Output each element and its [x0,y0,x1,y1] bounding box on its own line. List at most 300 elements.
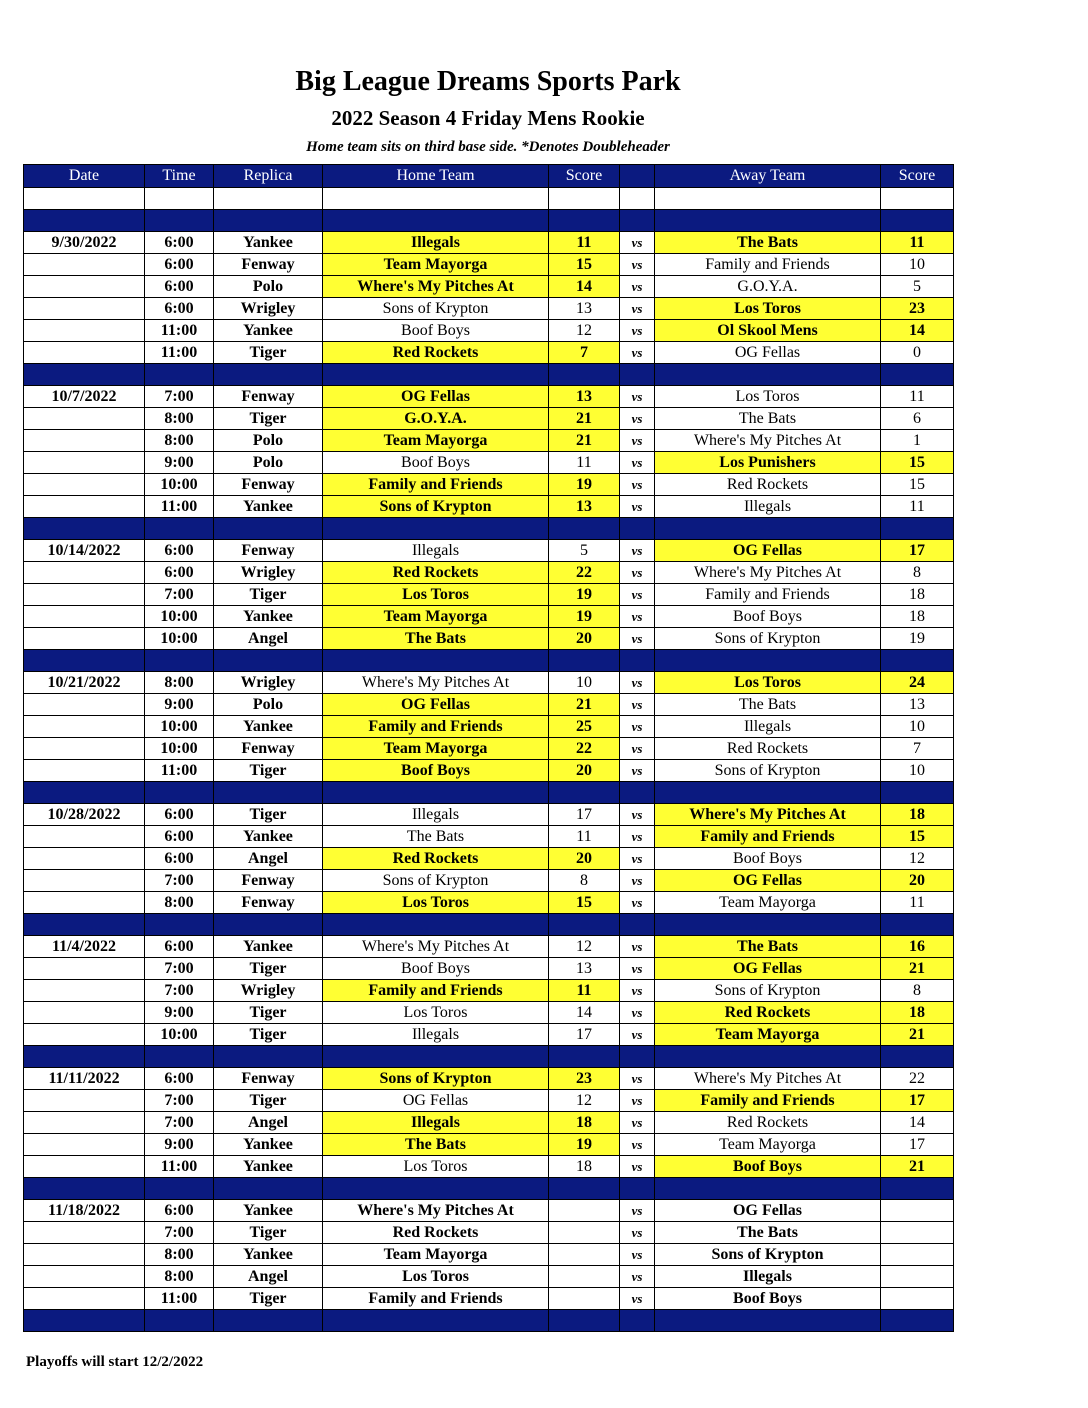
away-score: 24 [881,672,954,694]
away-score: 14 [881,1112,954,1134]
home-score: 11 [549,826,620,848]
game-field: Fenway [214,386,323,408]
empty-cell [881,914,954,936]
empty-cell [323,518,549,540]
game-row [24,694,954,716]
home-score: 14 [549,1002,620,1024]
empty-cell [24,210,145,232]
game-row [24,1002,954,1024]
game-date [24,474,145,496]
empty-cell [214,210,323,232]
home-team: Boof Boys [323,760,549,782]
game-time: 7:00 [145,386,214,408]
game-field: Yankee [214,232,323,254]
empty-cell [145,364,214,386]
home-score: 7 [549,342,620,364]
game-time: 7:00 [145,1112,214,1134]
away-team: Los Toros [655,298,881,320]
game-field: Fenway [214,870,323,892]
away-team: The Bats [655,232,881,254]
game-date [24,694,145,716]
away-team: Los Toros [655,672,881,694]
vs-label: vs [620,298,655,320]
game-time: 6:00 [145,826,214,848]
empty-cell [214,782,323,804]
game-date: 10/7/2022 [24,386,145,408]
empty-cell [145,1310,214,1332]
game-time: 8:00 [145,1266,214,1288]
game-row [24,474,954,496]
game-time: 7:00 [145,1090,214,1112]
empty-cell [24,1178,145,1200]
game-date [24,408,145,430]
home-score: 22 [549,738,620,760]
game-row [24,1068,954,1090]
home-team: The Bats [323,628,549,650]
game-field: Fenway [214,1068,323,1090]
game-time: 10:00 [145,716,214,738]
game-time: 11:00 [145,342,214,364]
game-row [24,254,954,276]
empty-cell [323,1046,549,1068]
empty-cell [655,1310,881,1332]
home-team: Where's My Pitches At [323,672,549,694]
game-row [24,1200,954,1222]
vs-label: vs [620,342,655,364]
home-team: G.O.Y.A. [323,408,549,430]
game-row [24,1244,954,1266]
home-score [549,1244,620,1266]
game-field: Tiger [214,342,323,364]
game-time: 6:00 [145,562,214,584]
game-time: 6:00 [145,804,214,826]
empty-cell [145,914,214,936]
blank-row [24,188,954,210]
away-team: Sons of Krypton [655,980,881,1002]
game-date [24,760,145,782]
game-time: 7:00 [145,1222,214,1244]
home-score: 15 [549,254,620,276]
game-time: 8:00 [145,672,214,694]
away-team: The Bats [655,408,881,430]
game-row [24,584,954,606]
vs-label: vs [620,628,655,650]
empty-cell [620,1310,655,1332]
game-row [24,958,954,980]
empty-cell [881,364,954,386]
vs-label: vs [620,606,655,628]
away-team: Illegals [655,716,881,738]
vs-label: vs [620,826,655,848]
empty-cell [655,518,881,540]
away-score: 14 [881,320,954,342]
away-team: Boof Boys [655,606,881,628]
empty-cell [549,188,620,210]
week-separator [24,1178,954,1200]
away-score: 18 [881,606,954,628]
away-team: Where's My Pitches At [655,430,881,452]
game-field: Fenway [214,540,323,562]
vs-label: vs [620,848,655,870]
away-score: 19 [881,628,954,650]
home-score: 13 [549,386,620,408]
game-field: Yankee [214,936,323,958]
home-score: 12 [549,320,620,342]
home-team: OG Fellas [323,1090,549,1112]
game-date [24,826,145,848]
game-date [24,1112,145,1134]
empty-cell [620,518,655,540]
home-score: 21 [549,430,620,452]
home-team: Team Mayorga [323,738,549,760]
vs-label: vs [620,716,655,738]
empty-cell [620,364,655,386]
game-date [24,584,145,606]
away-score: 11 [881,496,954,518]
week-separator [24,518,954,540]
game-row [24,232,954,254]
home-score: 20 [549,628,620,650]
vs-label: vs [620,892,655,914]
empty-cell [549,210,620,232]
vs-label: vs [620,1024,655,1046]
game-field: Yankee [214,606,323,628]
schedule-note: Home team sits on third base side. *Denotes Doubleheader [306,139,670,155]
game-row [24,276,954,298]
empty-cell [549,1046,620,1068]
game-date [24,496,145,518]
empty-cell [145,1178,214,1200]
away-score: 8 [881,562,954,584]
vs-label: vs [620,870,655,892]
col-time: Time [145,165,214,188]
home-score: 10 [549,672,620,694]
game-row [24,1288,954,1310]
empty-cell [24,914,145,936]
vs-label: vs [620,386,655,408]
week-separator [24,914,954,936]
away-team: OG Fellas [655,958,881,980]
game-date [24,958,145,980]
home-team: Sons of Krypton [323,298,549,320]
game-date: 11/11/2022 [24,1068,145,1090]
game-date: 9/30/2022 [24,232,145,254]
empty-cell [881,782,954,804]
vs-label: vs [620,980,655,1002]
game-field: Tiger [214,584,323,606]
game-field: Wrigley [214,298,323,320]
game-field: Fenway [214,892,323,914]
home-team: Illegals [323,1024,549,1046]
game-date [24,320,145,342]
empty-cell [881,650,954,672]
empty-cell [655,210,881,232]
away-score: 16 [881,936,954,958]
game-field: Tiger [214,1222,323,1244]
game-time: 11:00 [145,320,214,342]
away-score: 7 [881,738,954,760]
home-score: 12 [549,1090,620,1112]
game-date [24,1134,145,1156]
game-date [24,1090,145,1112]
vs-label: vs [620,584,655,606]
game-date [24,1244,145,1266]
away-score: 17 [881,1090,954,1112]
game-date [24,430,145,452]
empty-cell [549,1310,620,1332]
home-team: Sons of Krypton [323,1068,549,1090]
game-time: 9:00 [145,694,214,716]
vs-label: vs [620,276,655,298]
game-field: Fenway [214,474,323,496]
home-team: Los Toros [323,1266,549,1288]
empty-cell [145,518,214,540]
game-date: 10/28/2022 [24,804,145,826]
home-team: Red Rockets [323,562,549,584]
away-team: OG Fellas [655,540,881,562]
empty-cell [549,782,620,804]
away-team: Boof Boys [655,1288,881,1310]
home-score: 18 [549,1112,620,1134]
empty-cell [24,1310,145,1332]
home-score: 8 [549,870,620,892]
empty-cell [881,518,954,540]
game-field: Tiger [214,1090,323,1112]
home-team: Sons of Krypton [323,870,549,892]
away-team: Team Mayorga [655,892,881,914]
game-time: 8:00 [145,1244,214,1266]
vs-label: vs [620,1134,655,1156]
empty-cell [323,188,549,210]
week-separator [24,1046,954,1068]
home-score: 25 [549,716,620,738]
empty-cell [323,782,549,804]
away-team: Red Rockets [655,1002,881,1024]
empty-cell [655,1178,881,1200]
home-team: Los Toros [323,1156,549,1178]
game-row [24,430,954,452]
vs-label: vs [620,1112,655,1134]
home-score: 18 [549,1156,620,1178]
game-field: Yankee [214,1244,323,1266]
away-score: 11 [881,892,954,914]
home-team: Family and Friends [323,1288,549,1310]
home-score: 19 [549,474,620,496]
game-time: 7:00 [145,958,214,980]
vs-label: vs [620,540,655,562]
home-score [549,1288,620,1310]
game-time: 6:00 [145,936,214,958]
home-score: 21 [549,694,620,716]
away-team: Boof Boys [655,848,881,870]
home-team: Illegals [323,232,549,254]
away-team: Sons of Krypton [655,628,881,650]
playoffs-note: Playoffs will start 12/2/2022 [26,1354,204,1370]
vs-label: vs [620,1288,655,1310]
game-row [24,606,954,628]
game-time: 6:00 [145,848,214,870]
away-score: 13 [881,694,954,716]
game-date: 11/18/2022 [24,1200,145,1222]
vs-label: vs [620,958,655,980]
game-row [24,298,954,320]
vs-label: vs [620,1068,655,1090]
vs-label: vs [620,672,655,694]
empty-cell [214,1178,323,1200]
game-row [24,716,954,738]
game-row [24,826,954,848]
vs-label: vs [620,474,655,496]
home-score: 15 [549,892,620,914]
vs-label: vs [620,562,655,584]
away-team: Family and Friends [655,584,881,606]
home-team: The Bats [323,826,549,848]
game-date [24,606,145,628]
home-score [549,1200,620,1222]
away-team: Family and Friends [655,1090,881,1112]
game-field: Yankee [214,826,323,848]
away-team: Los Toros [655,386,881,408]
game-field: Angel [214,848,323,870]
game-date [24,848,145,870]
vs-label: vs [620,408,655,430]
home-score: 19 [549,584,620,606]
week-separator [24,210,954,232]
empty-cell [655,914,881,936]
empty-cell [620,1046,655,1068]
empty-cell [323,210,549,232]
empty-cell [145,782,214,804]
empty-cell [881,1310,954,1332]
game-time: 10:00 [145,606,214,628]
empty-cell [620,210,655,232]
away-team: OG Fellas [655,342,881,364]
game-field: Yankee [214,1134,323,1156]
empty-cell [549,518,620,540]
week-separator [24,782,954,804]
game-time: 8:00 [145,408,214,430]
away-team: The Bats [655,936,881,958]
game-row [24,540,954,562]
game-field: Tiger [214,1288,323,1310]
empty-cell [145,1046,214,1068]
game-time: 9:00 [145,1002,214,1024]
game-row [24,452,954,474]
home-team: OG Fellas [323,386,549,408]
game-row [24,1222,954,1244]
home-team: Red Rockets [323,342,549,364]
game-date [24,716,145,738]
game-time: 6:00 [145,232,214,254]
vs-label: vs [620,496,655,518]
home-score: 22 [549,562,620,584]
away-score: 1 [881,430,954,452]
game-date: 10/21/2022 [24,672,145,694]
away-score: 17 [881,1134,954,1156]
game-field: Yankee [214,1200,323,1222]
game-date [24,1024,145,1046]
home-score: 13 [549,958,620,980]
vs-label: vs [620,1244,655,1266]
away-score: 15 [881,474,954,496]
game-time: 10:00 [145,738,214,760]
game-date [24,452,145,474]
home-score: 13 [549,496,620,518]
game-date [24,342,145,364]
home-score: 11 [549,980,620,1002]
game-row [24,386,954,408]
vs-label: vs [620,1200,655,1222]
game-date [24,562,145,584]
week-separator [24,364,954,386]
away-score: 6 [881,408,954,430]
away-score: 12 [881,848,954,870]
game-field: Wrigley [214,672,323,694]
empty-cell [620,1178,655,1200]
empty-cell [549,914,620,936]
game-field: Wrigley [214,562,323,584]
home-score: 23 [549,1068,620,1090]
home-score: 17 [549,1024,620,1046]
home-team: Illegals [323,540,549,562]
away-score: 18 [881,584,954,606]
empty-cell [620,782,655,804]
away-team: Red Rockets [655,474,881,496]
game-time: 10:00 [145,1024,214,1046]
home-team: Boof Boys [323,958,549,980]
game-row [24,1266,954,1288]
vs-label: vs [620,1090,655,1112]
empty-cell [323,650,549,672]
empty-cell [214,188,323,210]
home-team: Team Mayorga [323,606,549,628]
home-team: Where's My Pitches At [323,276,549,298]
game-row [24,1134,954,1156]
empty-cell [881,1046,954,1068]
game-row [24,738,954,760]
game-row [24,320,954,342]
game-field: Yankee [214,716,323,738]
empty-cell [214,914,323,936]
vs-label: vs [620,738,655,760]
game-time: 10:00 [145,628,214,650]
game-time: 11:00 [145,1288,214,1310]
game-row [24,1112,954,1134]
game-time: 8:00 [145,430,214,452]
game-time: 7:00 [145,870,214,892]
away-team: Red Rockets [655,1112,881,1134]
home-team: Red Rockets [323,1222,549,1244]
game-row [24,496,954,518]
away-score: 0 [881,342,954,364]
home-score [549,1222,620,1244]
empty-cell [145,650,214,672]
game-field: Angel [214,1112,323,1134]
game-row [24,672,954,694]
game-date [24,1266,145,1288]
game-field: Tiger [214,958,323,980]
away-team: Sons of Krypton [655,760,881,782]
game-row [24,870,954,892]
home-team: Team Mayorga [323,430,549,452]
home-team: Red Rockets [323,848,549,870]
home-score: 11 [549,232,620,254]
away-team: OG Fellas [655,870,881,892]
vs-label: vs [620,1002,655,1024]
game-date [24,738,145,760]
away-team: Red Rockets [655,738,881,760]
week-separator [24,1310,954,1332]
